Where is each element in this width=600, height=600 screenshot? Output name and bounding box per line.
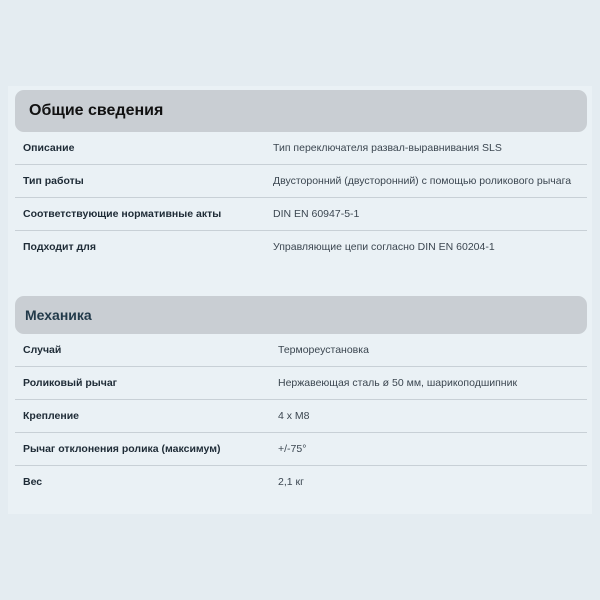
spec-key: Тип работы	[23, 175, 84, 187]
spec-key: Вес	[23, 476, 43, 488]
spec-value: 4 x M8	[278, 410, 310, 422]
spec-value: 2,1 кг	[278, 476, 304, 488]
spec-key: Описание	[23, 142, 75, 154]
spec-row-description	[15, 132, 587, 165]
spec-key: Случай	[23, 344, 62, 356]
spec-key: Подходит для	[23, 241, 96, 253]
spec-row-roller-lever	[15, 367, 587, 400]
spec-row-operation-type	[15, 165, 587, 198]
spec-value: DIN EN 60947-5-1	[273, 208, 360, 220]
mechanics-section	[15, 296, 587, 498]
spec-key: Соответствующие нормативные акты	[23, 208, 222, 220]
general-info-table	[15, 132, 587, 263]
spec-key: Рычаг отклонения ролика (максимум)	[23, 443, 221, 455]
spec-row-case	[15, 334, 587, 367]
spec-row-suitable-for	[15, 231, 587, 263]
spec-value: +/-75°	[278, 443, 307, 455]
spec-value: Нержавеющая сталь ø 50 мм, шарикоподшипник	[278, 377, 518, 389]
spec-key: Роликовый рычаг	[23, 377, 118, 389]
spec-value: Управляющие цепи согласно DIN EN 60204-1	[273, 241, 495, 253]
mechanics-header[interactable]: Механика	[15, 296, 587, 334]
spec-key: Крепление	[23, 410, 80, 422]
spec-value: Термореустановка	[278, 344, 369, 356]
spec-value: Двусторонний (двусторонний) с помощью роликового рычага	[273, 175, 572, 187]
mechanics-table	[15, 334, 587, 498]
spec-value: Тип переключателя развал-выравнивания SLS	[273, 142, 502, 154]
general-info-header[interactable]: Общие сведения	[15, 90, 587, 132]
spec-row-mounting	[15, 400, 587, 433]
spec-row-deflection	[15, 433, 587, 466]
spec-row-weight	[15, 466, 587, 498]
spec-row-regulations	[15, 198, 587, 231]
general-info-section	[15, 90, 587, 263]
